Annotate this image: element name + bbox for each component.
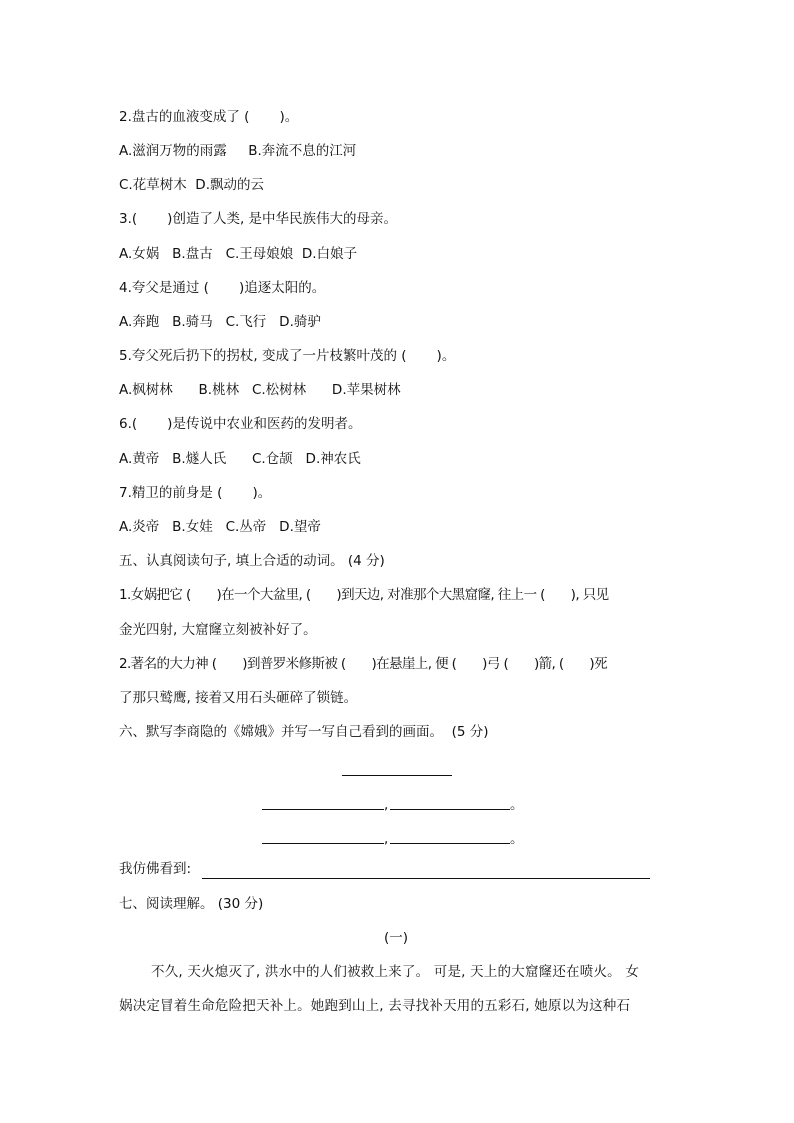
question-4-options: A.奔跑 B.骑马 C.飞行 D.骑驴 [119, 314, 321, 330]
poem-line-2-blank-b[interactable] [390, 843, 510, 844]
poem-title-blank[interactable] [342, 775, 452, 776]
part-1-label: (一) [384, 930, 409, 946]
question-5-options: A.枫树林 B.桃林 C.松树林 D.苹果树林 [119, 382, 401, 398]
question-3-options: A.女娲 B.盘古 C.王母娘娘 D.白娘子 [119, 246, 358, 262]
sentence-2-line-1: 2.著名的大力神 ( )到普罗米修斯被 ( )在悬崖上, 便 ( )弓 ( )箭, ( )死 [119, 656, 607, 672]
question-4: 4.夸父是通过 ( )追逐太阳的。 [119, 280, 326, 296]
sentence-1-line-1: 1.女娲把它 ( )在一个大盆里, ( )到天边, 对准那个大黑窟窿, 往上一 ( ), 只见 [119, 587, 609, 603]
poem-line-1-blank-b[interactable] [390, 809, 510, 810]
poem-line-1-comma: , [384, 797, 389, 813]
reading-paragraph-line-1: 不久, 天火熄灭了, 洪水中的人们被救上来了。 可是, 天上的大窟窿还在喷火。 女 [151, 964, 640, 980]
question-6: 6.( )是传说中农业和医药的发明者。 [119, 416, 362, 432]
question-3: 3.( )创造了人类, 是中华民族伟大的母亲。 [119, 211, 398, 227]
question-7-options: A.炎帝 B.女娃 C.丛帝 D.望帝 [119, 519, 321, 535]
poem-line-2-comma: , [384, 831, 389, 847]
section-7-heading: 七、阅读理解。 (30 分) [119, 896, 264, 912]
question-6-options: A.黄帝 B.燧人氏 C.仓颉 D.神农氏 [119, 451, 361, 467]
sentence-2-line-2: 了那只鹫鹰, 接着又用石头砸碎了锁链。 [119, 690, 358, 706]
question-2-options-ab: A.滋润万物的雨露 B.奔流不息的江河 [119, 143, 357, 159]
section-5-heading: 五、认真阅读句子, 填上合适的动词。 (4 分) [119, 553, 385, 569]
question-2: 2.盘古的血液变成了 ( )。 [119, 109, 299, 125]
question-5: 5.夸父死后扔下的拐杖, 变成了一片枝繁叶茂的 ( )。 [119, 348, 456, 364]
reading-paragraph-line-2: 娲决定冒着生命危险把天补上。她跑到山上, 去寻找补天用的五彩石, 她原以为这种石 [119, 998, 631, 1014]
question-2-options-cd: C.花草树木 D.飘动的云 [119, 177, 264, 193]
question-7: 7.精卫的前身是 ( )。 [119, 485, 272, 501]
poem-line-1-blank-a[interactable] [262, 809, 384, 810]
poem-line-2-blank-a[interactable] [262, 843, 384, 844]
section-6-heading: 六、默写李商隐的《嫦娥》并写一写自己看到的画面。 (5 分) [119, 724, 489, 740]
poem-line-2-period: 。 [510, 831, 524, 847]
see-answer-blank[interactable] [202, 878, 650, 879]
see-label: 我仿佛看到: [119, 861, 192, 877]
sentence-1-line-2: 金光四射, 大窟窿立刻被补好了。 [119, 622, 317, 638]
poem-line-1-period: 。 [510, 797, 524, 813]
